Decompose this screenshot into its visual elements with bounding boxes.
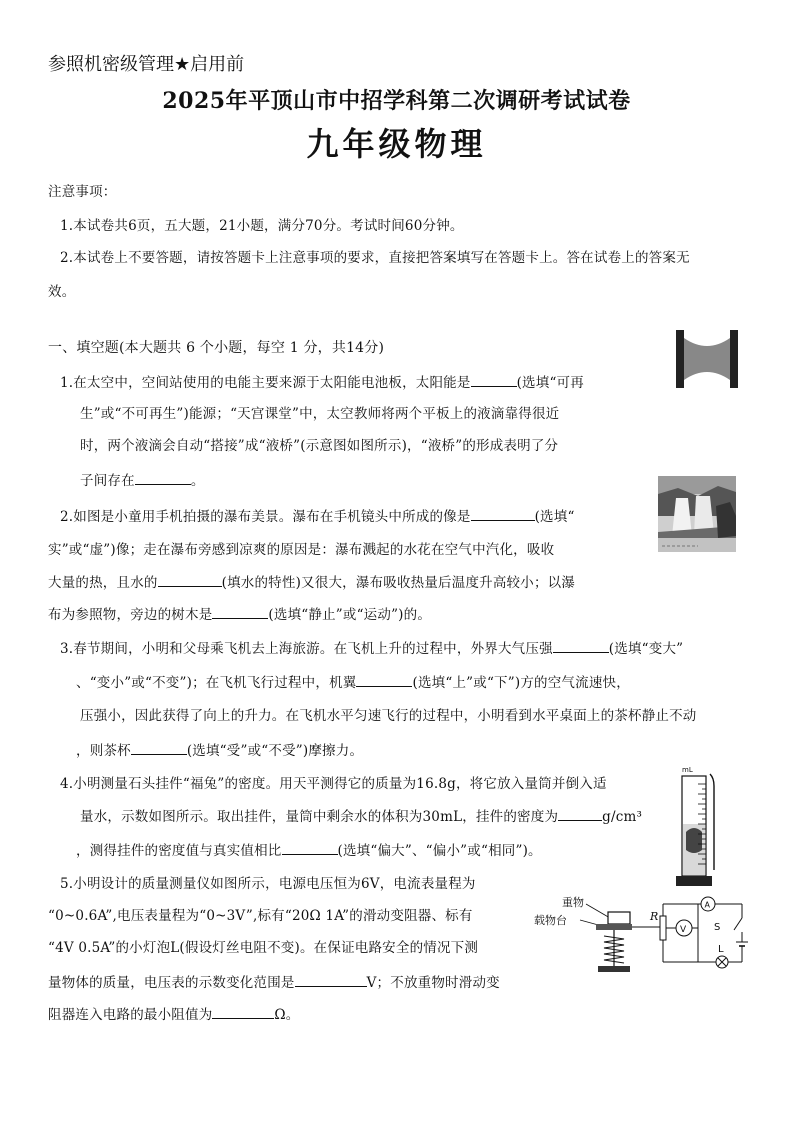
q2-line: 实”或“虚”)像；走在瀑布旁感到凉爽的原因是：瀑布溅起的水花在空气中汽化，吸收 [48,542,555,558]
answer-blank[interactable] [471,506,535,521]
q4-line: 4.小明测量石头挂件“福兔”的密度。用天平测得它的质量为16.8g，将它放入量筒并倒入适 [60,776,607,792]
answer-blank[interactable] [553,638,609,653]
q3-line: 、“变小”或“不变”)；在飞机飞行过程中，机翼 (选填“上”或“下”)方的空气流速快， [76,672,630,693]
q5-line: 5.小明设计的质量测量仪如图所示，电源电压恒为6V，电流表量程为 [60,876,476,892]
answer-blank[interactable] [131,740,187,755]
q1-line: 1.在太空中，空间站使用的电能主要来源于太阳能电池板，太阳能是 (选填“可再 [60,372,584,393]
answer-blank[interactable] [558,806,602,821]
notes-heading: 注意事项： [48,184,117,200]
q5-line: “0~0.6A”,电压表量程为“0~3V”,标有“20Ω 1A”的滑动变阻器、标有 [48,908,473,924]
liquid-bridge-figure [676,330,738,388]
lamp-label: L [718,944,724,955]
q3-line: 压强小，因此获得了向上的升力。在飞机水平匀速飞行的过程中，小明看到水平桌面上的茶杯静止不动 [80,708,697,724]
note-item: 1.本试卷共6页，五大题，21小题，满分70分。考试时间60分钟。 [60,218,464,234]
q5-line: 阻器连入电路的最小阻值为 Ω。 [48,1004,300,1025]
q4-line: 量水，示数如图所示。取出挂件，量筒中剩余水的体积为30mL，挂件的密度为 g/cm³ [80,806,642,827]
note-item: 2.本试卷上不要答题，请按答题卡上注意事项的要求，直接把答案填写在答题卡上。答在试卷上的答案无 [60,250,690,266]
weight-label: 重物 [562,896,584,909]
answer-blank[interactable] [212,1004,274,1019]
q1-line: 时，两个液滴会自动“搭接”成“液桥”(示意图如图所示)，“液桥”的形成表明了分 [80,438,559,454]
waterfall-photo [658,476,736,552]
q1-line: 子间存在 。 [80,470,205,491]
answer-blank[interactable] [212,604,268,619]
q2-line: 大量的热，且水的 (填水的特性)又很大，瀑布吸收热量后温度升高较小；以瀑 [48,572,575,593]
resistor-label: R [650,910,659,923]
exam-title: 2025年平顶山市中招学科第二次调研考试试卷 [162,88,631,114]
graduated-cylinder-figure [674,760,722,888]
answer-blank[interactable] [356,672,412,687]
answer-blank[interactable] [295,972,367,987]
q5-line: “4V 0.5A”的小灯泡L(假设灯丝电阻不变)。在保证电路安全的情况下测 [48,940,479,956]
answer-blank[interactable] [471,372,517,387]
answer-blank[interactable] [135,470,191,485]
q3-line: 3.春节期间，小明和父母乘飞机去上海旅游。在飞机上升的过程中，外界大气压强 (选填“变大” [60,638,683,659]
q1-line: 生”或“不可再生”)能源；“天宫课堂”中，太空教师将两个平板上的液滴靠得很近 [80,406,560,422]
section-heading: 一、填空题(本大题共 6 个小题，每空 1 分，共14分) [48,340,385,356]
q2-line: 2.如图是小童用手机拍摄的瀑布美景。瀑布在手机镜头中所成的像是 (选填“ [60,506,575,527]
voltmeter-label: V [680,925,687,935]
tray-label: 载物台 [534,914,567,927]
ammeter-label: A [704,900,710,910]
confidential-notice: 参照机密级管理★启用前 [48,54,245,75]
switch-label: S [714,922,721,933]
answer-blank[interactable] [158,572,222,587]
subject-title: 九年级物理 [306,125,487,163]
q3-line: ，则茶杯 (选填“受”或“不受”)摩擦力。 [76,740,363,761]
answer-blank[interactable] [282,840,338,855]
note-item: 效。 [48,284,76,300]
q2-line: 布为参照物，旁边的树木是 (选填“静止”或“运动”)的。 [48,604,431,625]
q4-line: ，测得挂件的密度值与真实值相比 (选填“偏大”、“偏小”或“相同”)。 [76,840,542,861]
cylinder-unit-label: mL [682,766,693,774]
mass-meter-circuit-figure [532,890,752,980]
q5-line: 量物体的质量，电压表的示数变化范围是 V；不放重物时滑动变 [48,972,500,993]
